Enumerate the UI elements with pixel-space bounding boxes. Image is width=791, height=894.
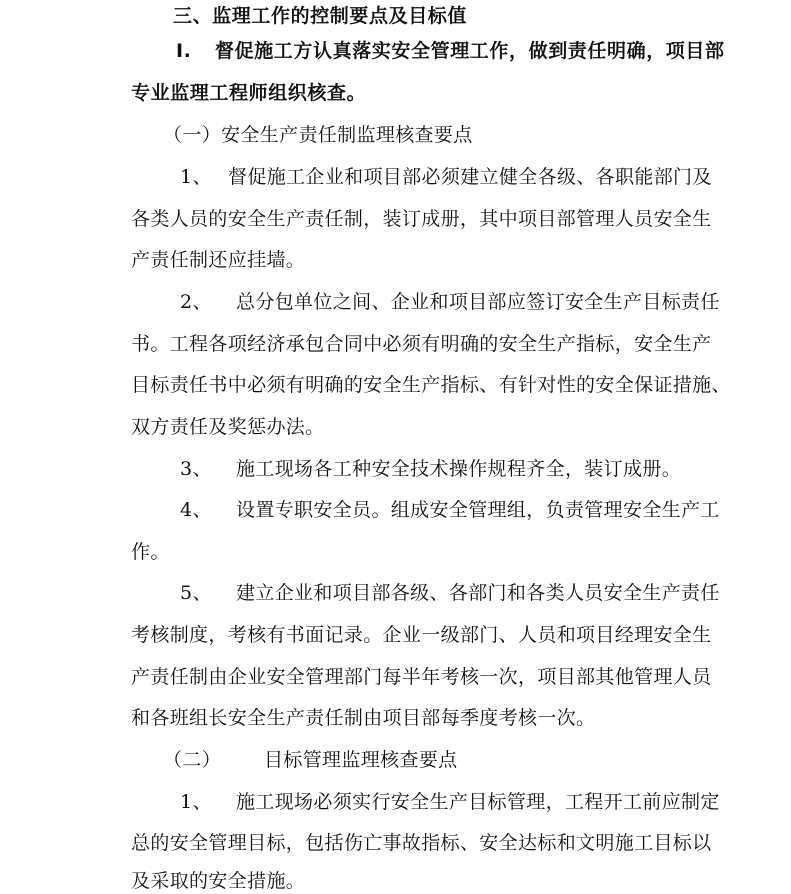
sub1-item-3-line-1: 施工现场各工种安全技术操作规程齐全，装订成册。: [236, 458, 682, 480]
sub1-item-1-line-1: 督促施工企业和项目部必须建立健全各级、各职能部门及: [228, 166, 712, 188]
sub1-item-2-line-2: 书。工程各项经济承包合同中必须有明确的安全生产指标，安全生产: [131, 333, 712, 355]
sub1-item-5-line-4: 和各班组长安全生产责任制由项目部每季度考核一次。: [131, 707, 596, 729]
sub2-item-1-number: 1、: [180, 791, 212, 813]
sub1-item-1-line-2: 各类人员的安全生产责任制，装订成册，其中项目部管理人员安全生: [131, 208, 712, 230]
sub2-item-1-line-2: 总的安全管理目标，包括伤亡事故指标、安全达标和文明施工目标以: [131, 832, 712, 854]
sub2-item-1-line-3: 及采取的安全措施。: [131, 870, 306, 892]
subsection-1-heading: （一）安全生产责任制监理核查要点: [163, 124, 473, 146]
subsection-2-heading: 目标管理监理核查要点: [264, 749, 458, 771]
sub1-item-2-line-1: 总分包单位之间、企业和项目部应签订安全生产目标责任: [236, 291, 720, 313]
item-I-line-1: 督促施工方认真落实安全管理工作，做到责任明确，项目部: [215, 40, 725, 62]
sub1-item-5-number: 5、: [180, 582, 212, 604]
sub1-item-4-line-1: 设置专职安全员。组成安全管理组，负责管理安全生产工: [236, 499, 720, 521]
subsection-2-number: （二）: [163, 749, 222, 771]
sub1-item-2-line-4: 双方责任及奖惩办法。: [131, 416, 325, 438]
sub1-item-3-number: 3、: [180, 458, 212, 480]
sub1-item-2-number: 2、: [180, 291, 212, 313]
sub1-item-2-line-3: 目标责任书中必须有明确的安全生产指标、有针对性的安全保证措施、: [131, 374, 731, 396]
item-I-number: I.: [176, 40, 192, 62]
sub1-item-5-line-1: 建立企业和项目部各级、各部门和各类人员安全生产责任: [236, 582, 720, 604]
sub1-item-4-line-2: 作。: [131, 541, 170, 563]
sub2-item-1-line-1: 施工现场必须实行安全生产目标管理，工程开工前应制定: [236, 791, 720, 813]
sub1-item-1-line-3: 产责任制还应挂墙。: [131, 249, 306, 271]
sub1-item-5-line-3: 产责任制由企业安全管理部门每半年考核一次，项目部其他管理人员: [131, 666, 712, 688]
section-heading: 三、监理工作的控制要点及目标值: [173, 5, 468, 27]
item-I-line-2: 专业监理工程师组织核查。: [131, 82, 367, 104]
sub1-item-1-number: 1、: [180, 166, 212, 188]
sub1-item-5-line-2: 考核制度，考核有书面记录。企业一级部门、人员和项目经理安全生: [131, 624, 712, 646]
sub1-item-4-number: 4、: [180, 499, 212, 521]
